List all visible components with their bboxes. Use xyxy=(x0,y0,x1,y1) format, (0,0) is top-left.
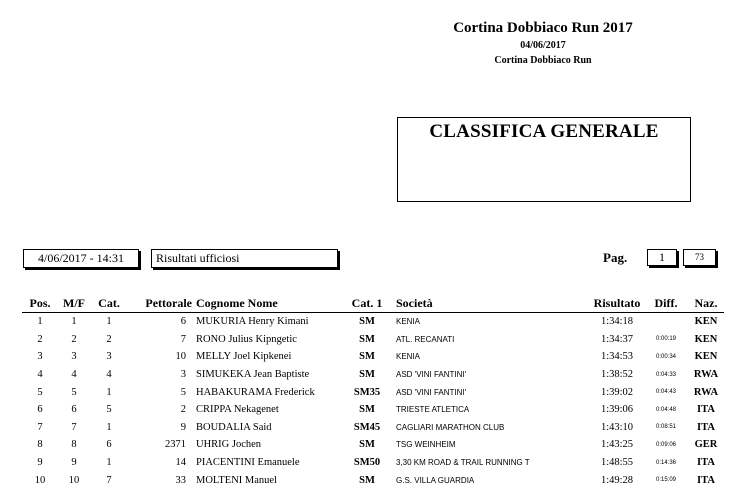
cell-result: 1:43:10 xyxy=(600,421,634,433)
cell-diff: 0:04:48 xyxy=(655,406,677,413)
cell-club: KENIA xyxy=(396,352,421,362)
cell-bib: 2 xyxy=(180,404,186,416)
cell-pos: 9 xyxy=(37,457,43,469)
table-row xyxy=(22,366,724,384)
cell-bib: 14 xyxy=(175,457,186,469)
cell-cat1: SM45 xyxy=(353,421,381,433)
cell-result: 1:39:06 xyxy=(600,404,634,416)
cell-name: SIMUKEKA Jean Baptiste xyxy=(196,369,310,381)
cell-pos: 2 xyxy=(37,333,43,345)
cell-cat1: SM xyxy=(359,333,375,345)
cell-nat: KEN xyxy=(694,333,718,345)
cell-cat1: SM xyxy=(359,369,375,381)
cell-club: KENIA xyxy=(396,317,421,327)
cell-result: 1:34:37 xyxy=(600,333,634,345)
results-status: Risultati ufficiosi xyxy=(151,249,338,268)
table-row xyxy=(22,331,724,349)
total-pages: 73 xyxy=(683,249,716,266)
cell-result: 1:43:25 xyxy=(600,439,634,451)
cell-cat: 5 xyxy=(106,404,112,416)
cell-mf: 1 xyxy=(71,316,77,328)
cell-mf: 2 xyxy=(71,333,77,345)
cell-diff: 0:00:34 xyxy=(655,353,677,360)
page-label: Pag. xyxy=(603,250,628,265)
cell-bib: 2371 xyxy=(165,439,186,451)
table-row xyxy=(22,454,724,472)
cell-result: 1:38:52 xyxy=(600,369,634,381)
cell-diff: 0:08:51 xyxy=(655,424,677,431)
cell-result: 1:39:02 xyxy=(600,386,634,398)
cell-diff: 0:04:43 xyxy=(655,389,677,396)
col-header-name: Cognome Nome xyxy=(192,295,342,313)
cell-pos: 3 xyxy=(37,351,43,363)
cell-cat: 1 xyxy=(106,421,112,433)
cell-cat: 4 xyxy=(106,369,112,381)
cell-name: HABAKURAMA Frederick xyxy=(196,386,315,398)
cell-bib: 9 xyxy=(180,421,186,433)
cell-cat: 1 xyxy=(106,386,112,398)
cell-club: ATL. RECANATI xyxy=(396,334,455,344)
cell-nat: RWA xyxy=(693,369,719,381)
cell-mf: 5 xyxy=(71,386,77,398)
cell-bib: 3 xyxy=(180,369,186,381)
cell-result: 1:48:55 xyxy=(600,457,634,469)
event-subtitle: Cortina Dobbiaco Run xyxy=(494,55,592,66)
table-row xyxy=(22,471,724,489)
cell-name: MOLTENI Manuel xyxy=(196,474,277,486)
cell-mf: 4 xyxy=(71,369,77,381)
cell-pos: 8 xyxy=(37,439,43,451)
classification-box xyxy=(397,117,691,202)
col-header-mf: M/F xyxy=(58,295,90,313)
cell-mf: 7 xyxy=(71,421,77,433)
page-number: 1 xyxy=(647,249,677,266)
cell-cat1: SM50 xyxy=(353,457,381,469)
cell-nat: RWA xyxy=(693,386,719,398)
cell-cat1: SM xyxy=(359,316,375,328)
cell-cat1: SM xyxy=(359,439,375,451)
cell-nat: ITA xyxy=(697,457,715,469)
cell-club: CAGLIARI MARATHON CLUB xyxy=(396,422,505,432)
table-header-row xyxy=(22,295,724,313)
table-row xyxy=(22,313,724,331)
cell-cat1: SM xyxy=(359,351,375,363)
cell-nat: KEN xyxy=(694,351,718,363)
cell-mf: 10 xyxy=(68,474,80,486)
cell-mf: 6 xyxy=(71,404,77,416)
cell-club: G.S. VILLA GUARDIA xyxy=(396,475,475,485)
col-header-cat: Cat. xyxy=(90,295,128,313)
cell-pos: 4 xyxy=(37,369,43,381)
event-title: Cortina Dobbiaco Run 2017 xyxy=(453,20,633,36)
cell-mf: 9 xyxy=(71,457,77,469)
col-header-nat: Naz. xyxy=(688,295,724,313)
col-header-pos: Pos. xyxy=(22,295,58,313)
table-row xyxy=(22,383,724,401)
cell-nat: ITA xyxy=(697,421,715,433)
cell-club: ASD 'VINI FANTINI' xyxy=(396,370,467,380)
table-row xyxy=(22,419,724,437)
col-header-diff: Diff. xyxy=(644,295,688,313)
cell-cat1: SM xyxy=(359,404,375,416)
cell-nat: ITA xyxy=(697,404,715,416)
cell-diff: 0:14:36 xyxy=(655,459,677,466)
cell-pos: 10 xyxy=(34,474,46,486)
cell-cat1: SM35 xyxy=(353,386,381,398)
cell-club: TSG WEINHEIM xyxy=(396,440,456,450)
cell-cat1: SM xyxy=(359,474,375,486)
results-table xyxy=(22,295,724,489)
report-datetime: 4/06/2017 - 14:31 xyxy=(23,249,139,268)
cell-nat: KEN xyxy=(694,316,718,328)
cell-bib: 7 xyxy=(180,333,186,345)
event-date: 04/06/2017 xyxy=(520,40,566,51)
cell-cat: 6 xyxy=(106,439,112,451)
cell-diff xyxy=(644,313,688,331)
cell-pos: 6 xyxy=(37,404,43,416)
cell-result: 1:49:28 xyxy=(600,474,634,486)
cell-club: ASD 'VINI FANTINI' xyxy=(396,387,467,397)
cell-name: MUKURIA Henry Kimani xyxy=(196,316,309,328)
cell-pos: 5 xyxy=(37,386,43,398)
cell-pos: 7 xyxy=(37,421,43,433)
cell-mf: 8 xyxy=(71,439,77,451)
cell-result: 1:34:53 xyxy=(600,351,634,363)
cell-name: RONO Julius Kipngetic xyxy=(196,333,297,345)
cell-name: CRIPPA Nekagenet xyxy=(196,404,279,416)
cell-pos: 1 xyxy=(37,316,43,328)
col-header-result: Risultato xyxy=(590,295,644,313)
cell-diff: 0:04:33 xyxy=(655,371,677,378)
cell-cat: 7 xyxy=(106,474,112,486)
col-header-cat1: Cat. 1 xyxy=(342,295,392,313)
cell-cat: 2 xyxy=(106,333,112,345)
cell-name: BOUDALIA Said xyxy=(196,421,272,433)
cell-diff: 0:15:09 xyxy=(655,477,677,484)
col-header-club: Società xyxy=(392,295,590,313)
table-row xyxy=(22,401,724,419)
cell-name: MELLY Joel Kipkenei xyxy=(196,351,292,363)
cell-cat: 1 xyxy=(106,457,112,469)
table-row xyxy=(22,436,724,454)
cell-diff: 0:00:19 xyxy=(655,336,677,343)
cell-bib: 10 xyxy=(175,351,186,363)
cell-diff: 0:09:06 xyxy=(655,441,677,448)
cell-nat: GER xyxy=(694,439,718,451)
cell-cat: 1 xyxy=(106,316,112,328)
cell-name: PIACENTINI Emanuele xyxy=(196,457,300,469)
cell-cat: 3 xyxy=(106,351,112,363)
cell-club: TRIESTE ATLETICA xyxy=(396,405,470,415)
classification-title: CLASSIFICA GENERALE xyxy=(429,121,659,142)
col-header-bib: Pettorale xyxy=(128,295,192,313)
cell-result: 1:34:18 xyxy=(600,316,634,328)
cell-mf: 3 xyxy=(71,351,77,363)
cell-bib: 33 xyxy=(175,474,186,486)
results-body xyxy=(22,313,724,489)
table-row xyxy=(22,348,724,366)
cell-name: UHRIG Jochen xyxy=(196,439,262,451)
cell-bib: 5 xyxy=(180,386,186,398)
cell-club: 3,30 KM ROAD & TRAIL RUNNING T xyxy=(396,458,530,468)
cell-nat: ITA xyxy=(697,474,715,486)
cell-bib: 6 xyxy=(180,316,186,328)
